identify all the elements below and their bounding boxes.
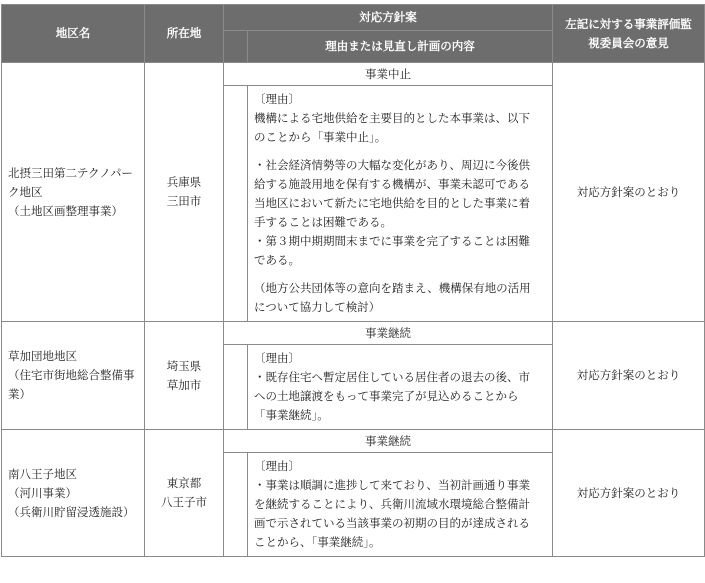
table-body — [2, 63, 705, 557]
reason-line: 〔理由〕 — [254, 351, 300, 365]
location-line: 八王子市 — [161, 495, 207, 509]
evaluation-table — [1, 4, 705, 557]
reason-line: 手することは困難である。 — [254, 215, 392, 229]
location-cell — [145, 63, 224, 322]
reason-cell — [248, 86, 553, 322]
header-blank-cell — [224, 31, 248, 63]
header-policy: 対応方針案 — [224, 5, 553, 31]
header-committee-opinion — [553, 5, 705, 63]
reason-line: 「事業継続」。 — [254, 408, 329, 422]
district-line: 南八王子地区 — [8, 466, 77, 481]
location-cell — [145, 430, 224, 557]
header-location: 所在地 — [145, 5, 224, 63]
district-line: 草加団地地区 — [8, 349, 77, 363]
reason-line: である。 — [254, 253, 300, 267]
district-cell — [2, 322, 145, 430]
reason-cell — [248, 345, 553, 430]
district-line: （住宅市街地総合整備事 — [8, 368, 135, 382]
location-line: 草加市 — [166, 377, 202, 392]
reason-line: ・事業は順調に進捗して来ており、当初計画通り事業 — [254, 478, 530, 492]
committee-opinion-cell: 対応方針案のとおり — [553, 322, 705, 430]
reason-line: 当地区において新たに宅地供給を目的とした事業に着 — [254, 196, 530, 210]
district-line: 北摂三田第二テクノパー — [8, 165, 133, 180]
reason-line: ことから、「事業継続」。 — [254, 535, 381, 549]
reason-line: 画で示されている当該事業の初期の目的が達成される — [254, 516, 530, 530]
reason-line: のことから「事業中止」。 — [254, 130, 387, 144]
location-line: 埼玉県 — [166, 358, 202, 373]
location-line: 東京都 — [166, 476, 202, 490]
status-cell: 事業継続 — [224, 322, 553, 345]
district-line: （河川事業） — [8, 485, 77, 500]
reason-line: 機構による宅地供給を主要目的とした本事業は、以下 — [254, 111, 530, 125]
location-line: 三田市 — [166, 194, 202, 208]
reason-line: （地方公共団体等の意向を踏まえ、機構保有地の活用 — [254, 281, 531, 295]
header-committee-line1: 左記に対する事業評価監 — [565, 16, 692, 31]
reason-line: 〔理由〕 — [254, 459, 300, 473]
paragraph-gap — [254, 270, 546, 279]
paragraph-gap — [254, 147, 546, 156]
committee-opinion-cell: 対応方針案のとおり — [553, 63, 705, 322]
reason-line: について協力して検討） — [254, 300, 381, 314]
district-line: （土地区画整理事業） — [8, 203, 123, 218]
reason-cell — [248, 453, 553, 557]
header-committee-line2: 視委員会の意見 — [588, 35, 669, 50]
location-line: 兵庫県 — [166, 175, 202, 189]
district-line: ク地区 — [8, 184, 43, 199]
reason-line: ・社会経済情勢等の大幅な変化があり、周辺に今後供 — [254, 158, 530, 172]
reason-line: ・第３期中期期間末までに事業を完了することは困難 — [254, 234, 530, 248]
district-cell — [2, 430, 145, 557]
blank-indent-cell — [224, 345, 248, 430]
reason-line: 〔理由〕 — [254, 92, 300, 106]
table-row — [2, 322, 705, 345]
status-cell: 事業中止 — [224, 63, 553, 86]
district-line: （兵衛川貯留浸透施設） — [8, 504, 135, 519]
table-row — [2, 63, 705, 86]
district-cell — [2, 63, 145, 322]
reason-line: ・既存住宅へ暫定居住している居住者の退去の後、市 — [254, 370, 530, 384]
district-line: 業） — [8, 387, 31, 401]
blank-indent-cell — [224, 86, 248, 322]
location-cell — [145, 322, 224, 430]
reason-line: 給する施設用地を保有する機構が、事業未認可である — [254, 177, 530, 191]
table-row — [2, 430, 705, 453]
header-policy-sub: 理由または見直し計画の内容 — [248, 31, 553, 63]
committee-opinion-cell: 対応方針案のとおり — [553, 430, 705, 557]
status-cell: 事業継続 — [224, 430, 553, 453]
blank-indent-cell — [224, 453, 248, 557]
reason-line: を継続することにより、兵衛川流域水環境総合整備計 — [254, 497, 530, 511]
header-district: 地区名 — [2, 5, 145, 63]
reason-line: への土地譲渡をもって事業完了が見込めることから — [254, 389, 519, 403]
